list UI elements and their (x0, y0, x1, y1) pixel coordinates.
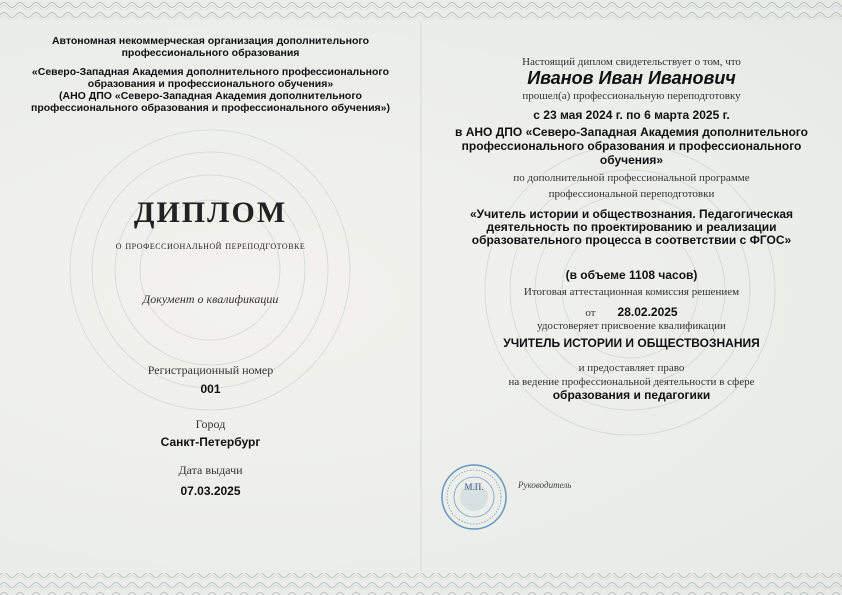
certifies-line: Настоящий диплом свидетельствует о том, что (522, 56, 741, 68)
qualification: УЧИТЕЛЬ ИСТОРИИ И ОБЩЕСТВОЗНАНИЯ (503, 336, 760, 350)
registration-label: Регистрационный номер (147, 363, 274, 377)
decision-date-label: от (585, 307, 596, 319)
program-line-1: «Учитель истории и обществознания. Педагогическая (469, 207, 794, 221)
page-title: ДИПЛОМ (133, 196, 288, 229)
program-hours: (в объеме 1108 часов) (565, 268, 698, 282)
stamp-label: М.П. (464, 482, 484, 492)
organization-line-3: обучения» (599, 153, 664, 167)
program-line-2: деятельность по проектированию и реализации (486, 220, 777, 234)
program-line-3: образовательного процесса в соответствии с ФГОС» (471, 233, 792, 247)
org-line-2: профессионального образования (121, 47, 300, 59)
document-type: Документ о квалификации (142, 292, 279, 306)
org-line-3: «Северо-Западная Академия дополнительного профессионального (31, 66, 390, 78)
decision-date-row (421, 303, 842, 321)
issue-date-value: 07.03.2025 (180, 484, 241, 498)
recipient-name: Иванов Иван Иванович (527, 68, 736, 88)
organization-line-2: профессионального образования и профессионального (461, 139, 802, 153)
registration-number: 001 (200, 382, 221, 396)
professional-field: образования и педагогики (552, 388, 711, 402)
org-line-1: Автономная некоммерческая организация дополнительного (51, 35, 370, 47)
org-line-5: (АНО ДПО «Северо-Западная Академия дополнительного (59, 90, 362, 102)
grants-line-1: и предоставляет право (578, 362, 685, 374)
program-intro-1: по дополнительной профессиональной программе (513, 172, 750, 184)
org-line-6: профессионального образования и профессионального обучения») (30, 102, 390, 114)
study-period: с 23 мая 2024 г. по 6 марта 2025 г. (533, 108, 730, 122)
program-intro-2: профессиональной переподготовки (548, 188, 715, 200)
page-subtitle: о профессиональной переподготовке (115, 240, 306, 252)
seal-stamp (440, 463, 508, 531)
city-value: Санкт-Петербург (160, 435, 261, 449)
organization-line-1: в АНО ДПО «Северо-Западная Академия дополнительного (455, 125, 808, 139)
issue-date-label: Дата выдачи (178, 463, 243, 477)
grants-line-2: на ведение профессиональной деятельности в сфере (508, 376, 755, 388)
org-line-4: образования и профессионального обучения» (87, 78, 334, 90)
qualification-intro: удостоверяет присвоение квалификации (537, 320, 726, 332)
signature-label: Руководитель (518, 480, 572, 490)
decision-date: 28.02.2025 (617, 305, 678, 319)
commission-line: Итоговая аттестационная комиссия решением (523, 286, 740, 298)
city-label: Город (195, 417, 226, 431)
passed-line: прошел(а) профессиональную переподготовку (522, 90, 741, 102)
